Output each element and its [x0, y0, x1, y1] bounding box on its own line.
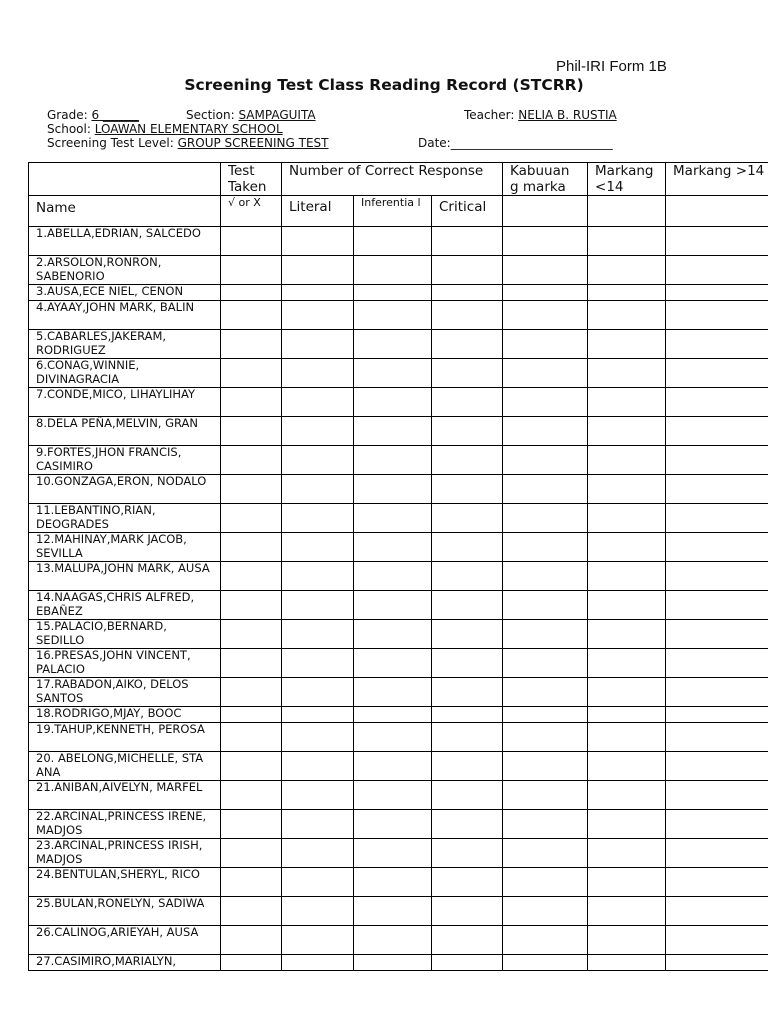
blank-cell	[432, 301, 503, 330]
blank-cell	[503, 330, 588, 359]
blank-cell	[282, 475, 354, 504]
blank-cell	[432, 562, 503, 591]
header-markang-low: Markang <14	[588, 163, 666, 196]
blank-cell	[354, 301, 432, 330]
student-name: 12.MAHINAY,MARK JACOB, SEVILLA	[29, 533, 221, 562]
blank-cell	[432, 446, 503, 475]
blank-cell	[503, 256, 588, 285]
blank-cell	[588, 388, 666, 417]
blank-cell	[666, 707, 768, 723]
blank-cell	[221, 562, 282, 591]
blank-cell	[666, 781, 768, 810]
blank-cell	[354, 562, 432, 591]
student-name: 19.TAHUP,KENNETH, PEROSA	[29, 723, 221, 752]
blank-cell	[588, 533, 666, 562]
table-row	[29, 227, 768, 256]
blank-cell	[432, 810, 503, 839]
student-name: 16.PRESAS,JOHN VINCENT, PALACIO	[29, 649, 221, 678]
table-row	[29, 868, 768, 897]
blank-cell	[588, 330, 666, 359]
blank-cell	[666, 227, 768, 256]
blank-cell	[503, 285, 588, 301]
blank-cell	[588, 475, 666, 504]
blank-cell	[282, 359, 354, 388]
table-row	[29, 723, 768, 752]
blank-cell	[221, 475, 282, 504]
blank-cell	[503, 475, 588, 504]
blank-cell	[588, 723, 666, 752]
level-label: Screening Test Level:	[47, 136, 174, 150]
blank-cell	[354, 227, 432, 256]
blank-cell	[354, 388, 432, 417]
blank-cell	[221, 810, 282, 839]
blank-cell	[503, 562, 588, 591]
table-row	[29, 810, 768, 839]
student-name: 18.RODRIGO,MJAY, BOOC	[29, 707, 221, 723]
blank-cell	[282, 839, 354, 868]
table-row	[29, 417, 768, 446]
student-name: 23.ARCINAL,PRINCESS IRISH, MADJOS	[29, 839, 221, 868]
grade-field	[47, 108, 139, 122]
blank-cell	[282, 256, 354, 285]
blank-cell	[666, 955, 768, 971]
student-name: 4.AYAAY,JOHN MARK, BALIN	[29, 301, 221, 330]
blank-cell	[221, 620, 282, 649]
blank-cell	[503, 504, 588, 533]
blank-cell	[503, 707, 588, 723]
blank-cell	[588, 839, 666, 868]
blank-cell	[666, 926, 768, 955]
blank-cell	[588, 649, 666, 678]
blank-cell	[432, 926, 503, 955]
student-name: 11.LEBANTINO,RIAN, DEOGRADES	[29, 504, 221, 533]
blank-cell	[354, 285, 432, 301]
blank-cell	[432, 868, 503, 897]
table-row	[29, 649, 768, 678]
table-row	[29, 256, 768, 285]
blank-cell	[666, 723, 768, 752]
blank-cell	[588, 591, 666, 620]
blank-cell	[282, 388, 354, 417]
blank-cell	[282, 533, 354, 562]
blank-cell	[588, 285, 666, 301]
blank-cell	[503, 620, 588, 649]
blank-cell	[503, 591, 588, 620]
blank-cell	[588, 752, 666, 781]
section-field	[186, 108, 316, 122]
blank-cell	[221, 417, 282, 446]
blank-cell	[282, 723, 354, 752]
blank-cell	[588, 256, 666, 285]
blank-cell	[354, 868, 432, 897]
blank-cell	[432, 475, 503, 504]
student-name: 6.CONAG,WINNIE, DIVINAGRACIA	[29, 359, 221, 388]
blank-cell	[503, 417, 588, 446]
teacher-field	[464, 108, 617, 122]
blank-cell	[282, 897, 354, 926]
blank-cell	[354, 649, 432, 678]
section-label: Section:	[186, 108, 235, 122]
blank-cell	[354, 752, 432, 781]
blank-cell	[588, 504, 666, 533]
blank-cell	[354, 591, 432, 620]
blank-cell	[221, 723, 282, 752]
blank-cell	[354, 417, 432, 446]
table-row	[29, 897, 768, 926]
blank-cell	[221, 649, 282, 678]
table-row	[29, 562, 768, 591]
blank-cell	[666, 649, 768, 678]
header-inferential: Inferentia l	[354, 196, 432, 227]
blank-cell	[282, 562, 354, 591]
grade-label: Grade:	[47, 108, 88, 122]
student-name: 27.CASIMIRO,MARIALYN,	[29, 955, 221, 971]
blank-cell	[432, 781, 503, 810]
blank-cell	[282, 810, 354, 839]
blank-cell	[666, 839, 768, 868]
student-name: 5.CABARLES,JAKERAM, RODRIGUEZ	[29, 330, 221, 359]
table-row	[29, 955, 768, 971]
level-field	[47, 136, 329, 150]
student-name: 13.MALUPA,JOHN MARK, AUSA	[29, 562, 221, 591]
blank-cell	[588, 810, 666, 839]
blank-cell	[221, 781, 282, 810]
blank-cell	[221, 504, 282, 533]
blank-cell	[221, 330, 282, 359]
blank-cell	[221, 446, 282, 475]
blank-cell	[354, 504, 432, 533]
student-name: 24.BENTULAN,SHERYL, RICO	[29, 868, 221, 897]
blank-cell	[432, 227, 503, 256]
blank-cell	[221, 359, 282, 388]
blank-cell	[666, 897, 768, 926]
blank-cell	[666, 620, 768, 649]
blank-cell	[282, 446, 354, 475]
blank-cell	[221, 591, 282, 620]
blank-cell	[354, 897, 432, 926]
blank-cell	[666, 446, 768, 475]
blank-cell	[221, 533, 282, 562]
blank-cell	[354, 475, 432, 504]
blank-cell	[282, 417, 354, 446]
blank-cell	[282, 781, 354, 810]
table-row	[29, 285, 768, 301]
blank-cell	[588, 562, 666, 591]
blank-cell	[282, 649, 354, 678]
header-test-taken-sub: √ or X	[221, 196, 282, 227]
header-cell	[503, 196, 588, 227]
page-title: Screening Test Class Reading Record (STCRR)	[184, 76, 584, 94]
blank-cell	[666, 810, 768, 839]
table-row	[29, 359, 768, 388]
blank-cell	[282, 227, 354, 256]
header-test-taken: Test Taken	[221, 163, 282, 196]
student-name: 1.ABELLA,EDRIAN, SALCEDO	[29, 227, 221, 256]
student-name: 14.NAAGAS,CHRIS ALFRED, EBAÑEZ	[29, 591, 221, 620]
blank-cell	[432, 256, 503, 285]
blank-cell	[588, 868, 666, 897]
blank-cell	[666, 504, 768, 533]
blank-cell	[588, 781, 666, 810]
blank-cell	[282, 301, 354, 330]
teacher-value: NELIA B. RUSTIA	[518, 108, 617, 122]
blank-cell	[503, 723, 588, 752]
blank-cell	[666, 256, 768, 285]
table-row	[29, 388, 768, 417]
blank-cell	[282, 752, 354, 781]
blank-cell	[666, 562, 768, 591]
blank-cell	[432, 504, 503, 533]
level-value: GROUP SCREENING TEST	[177, 136, 329, 150]
school-value: LOAWAN ELEMENTARY SCHOOL	[94, 122, 283, 136]
blank-cell	[221, 285, 282, 301]
date-field	[418, 136, 613, 150]
grade-value: 6 ______	[91, 108, 139, 122]
blank-cell	[354, 955, 432, 971]
student-name: 8.DELA PEÑA,MELVIN, GRAN	[29, 417, 221, 446]
blank-cell	[666, 359, 768, 388]
table-row	[29, 301, 768, 330]
student-name: 9.FORTES,JHON FRANCIS, CASIMIRO	[29, 446, 221, 475]
blank-cell	[432, 285, 503, 301]
student-name: 2.ARSOLON,RONRON, SABENORIO	[29, 256, 221, 285]
school-field	[47, 122, 283, 136]
blank-cell	[282, 926, 354, 955]
blank-cell	[503, 446, 588, 475]
blank-cell	[354, 707, 432, 723]
blank-cell	[588, 359, 666, 388]
student-name: 21.ANIBAN,AIVELYN, MARFEL	[29, 781, 221, 810]
blank-cell	[666, 475, 768, 504]
blank-cell	[503, 781, 588, 810]
blank-cell	[588, 926, 666, 955]
form-id: Phil-IRI Form 1B	[556, 58, 667, 75]
blank-cell	[503, 301, 588, 330]
blank-cell	[221, 926, 282, 955]
blank-cell	[354, 533, 432, 562]
blank-cell	[354, 839, 432, 868]
header-kabuuang-marka: Kabuuan g marka	[503, 163, 588, 196]
blank-cell	[503, 955, 588, 971]
table-row	[29, 330, 768, 359]
blank-cell	[503, 897, 588, 926]
blank-cell	[588, 678, 666, 707]
blank-cell	[666, 417, 768, 446]
blank-cell	[666, 752, 768, 781]
blank-cell	[588, 620, 666, 649]
table-row	[29, 678, 768, 707]
blank-cell	[221, 955, 282, 971]
table-row	[29, 504, 768, 533]
table-row	[29, 926, 768, 955]
blank-cell	[432, 897, 503, 926]
blank-cell	[666, 591, 768, 620]
table-row	[29, 707, 768, 723]
blank-cell	[503, 678, 588, 707]
blank-cell	[432, 388, 503, 417]
blank-cell	[282, 707, 354, 723]
blank-cell	[221, 707, 282, 723]
blank-cell	[282, 678, 354, 707]
blank-cell	[432, 591, 503, 620]
blank-cell	[282, 330, 354, 359]
blank-cell	[432, 723, 503, 752]
blank-cell	[503, 868, 588, 897]
header-critical: Critical	[432, 196, 503, 227]
blank-cell	[666, 330, 768, 359]
blank-cell	[282, 285, 354, 301]
blank-cell	[282, 868, 354, 897]
school-label: School:	[47, 122, 91, 136]
table-row	[29, 781, 768, 810]
blank-cell	[666, 388, 768, 417]
blank-cell	[221, 227, 282, 256]
header-name: Name	[29, 196, 221, 227]
header-blank	[29, 163, 221, 196]
blank-cell	[503, 926, 588, 955]
blank-cell	[666, 868, 768, 897]
date-value: ___________________________	[450, 136, 613, 150]
student-name: 7.CONDE,MICO, LIHAYLIHAY	[29, 388, 221, 417]
blank-cell	[588, 301, 666, 330]
blank-cell	[588, 897, 666, 926]
table-row	[29, 446, 768, 475]
blank-cell	[503, 810, 588, 839]
blank-cell	[503, 649, 588, 678]
blank-cell	[354, 359, 432, 388]
blank-cell	[666, 678, 768, 707]
table-row	[29, 839, 768, 868]
blank-cell	[503, 227, 588, 256]
section-value: SAMPAGUITA	[238, 108, 316, 122]
header-markang-high: Markang >14	[666, 163, 768, 196]
student-name: 26.CALINOG,ARIEYAH, AUSA	[29, 926, 221, 955]
student-name: 17.RABADON,AIKO, DELOS SANTOS	[29, 678, 221, 707]
blank-cell	[588, 446, 666, 475]
blank-cell	[503, 388, 588, 417]
blank-cell	[354, 723, 432, 752]
student-rows	[29, 227, 768, 971]
blank-cell	[503, 839, 588, 868]
blank-cell	[432, 707, 503, 723]
blank-cell	[354, 446, 432, 475]
date-label: Date:	[418, 136, 451, 150]
blank-cell	[354, 781, 432, 810]
blank-cell	[354, 678, 432, 707]
blank-cell	[354, 256, 432, 285]
blank-cell	[432, 839, 503, 868]
teacher-label: Teacher:	[464, 108, 515, 122]
header-correct-response: Number of Correct Response	[282, 163, 503, 196]
blank-cell	[666, 285, 768, 301]
table-row	[29, 620, 768, 649]
table-row	[29, 475, 768, 504]
student-name: 25.BULAN,RONELYN, SADIWA	[29, 897, 221, 926]
blank-cell	[282, 620, 354, 649]
blank-cell	[432, 330, 503, 359]
blank-cell	[432, 649, 503, 678]
blank-cell	[221, 752, 282, 781]
student-name: 20. ABELONG,MICHELLE, STA ANA	[29, 752, 221, 781]
blank-cell	[666, 301, 768, 330]
header-cell	[588, 196, 666, 227]
blank-cell	[282, 504, 354, 533]
blank-cell	[221, 839, 282, 868]
blank-cell	[503, 359, 588, 388]
blank-cell	[221, 678, 282, 707]
student-name: 22.ARCINAL,PRINCESS IRENE, MADJOS	[29, 810, 221, 839]
blank-cell	[282, 955, 354, 971]
blank-cell	[588, 227, 666, 256]
blank-cell	[503, 533, 588, 562]
blank-cell	[666, 533, 768, 562]
blank-cell	[588, 707, 666, 723]
blank-cell	[503, 752, 588, 781]
header-cell	[666, 196, 768, 227]
blank-cell	[354, 620, 432, 649]
blank-cell	[221, 301, 282, 330]
blank-cell	[282, 591, 354, 620]
student-name: 10.GONZAGA,ERON, NODALO	[29, 475, 221, 504]
reading-record-table	[28, 162, 768, 971]
table-row	[29, 752, 768, 781]
blank-cell	[221, 388, 282, 417]
blank-cell	[354, 926, 432, 955]
student-name: 15.PALACIO,BERNARD, SEDILLO	[29, 620, 221, 649]
blank-cell	[588, 417, 666, 446]
blank-cell	[432, 955, 503, 971]
student-name: 3.AUSA,ECE NIEL, CENON	[29, 285, 221, 301]
blank-cell	[221, 868, 282, 897]
blank-cell	[432, 752, 503, 781]
table-row	[29, 533, 768, 562]
table-row	[29, 591, 768, 620]
blank-cell	[354, 810, 432, 839]
blank-cell	[432, 417, 503, 446]
blank-cell	[432, 533, 503, 562]
blank-cell	[221, 897, 282, 926]
header-literal: Literal	[282, 196, 354, 227]
blank-cell	[221, 256, 282, 285]
blank-cell	[432, 678, 503, 707]
blank-cell	[432, 359, 503, 388]
blank-cell	[588, 955, 666, 971]
blank-cell	[354, 330, 432, 359]
blank-cell	[432, 620, 503, 649]
